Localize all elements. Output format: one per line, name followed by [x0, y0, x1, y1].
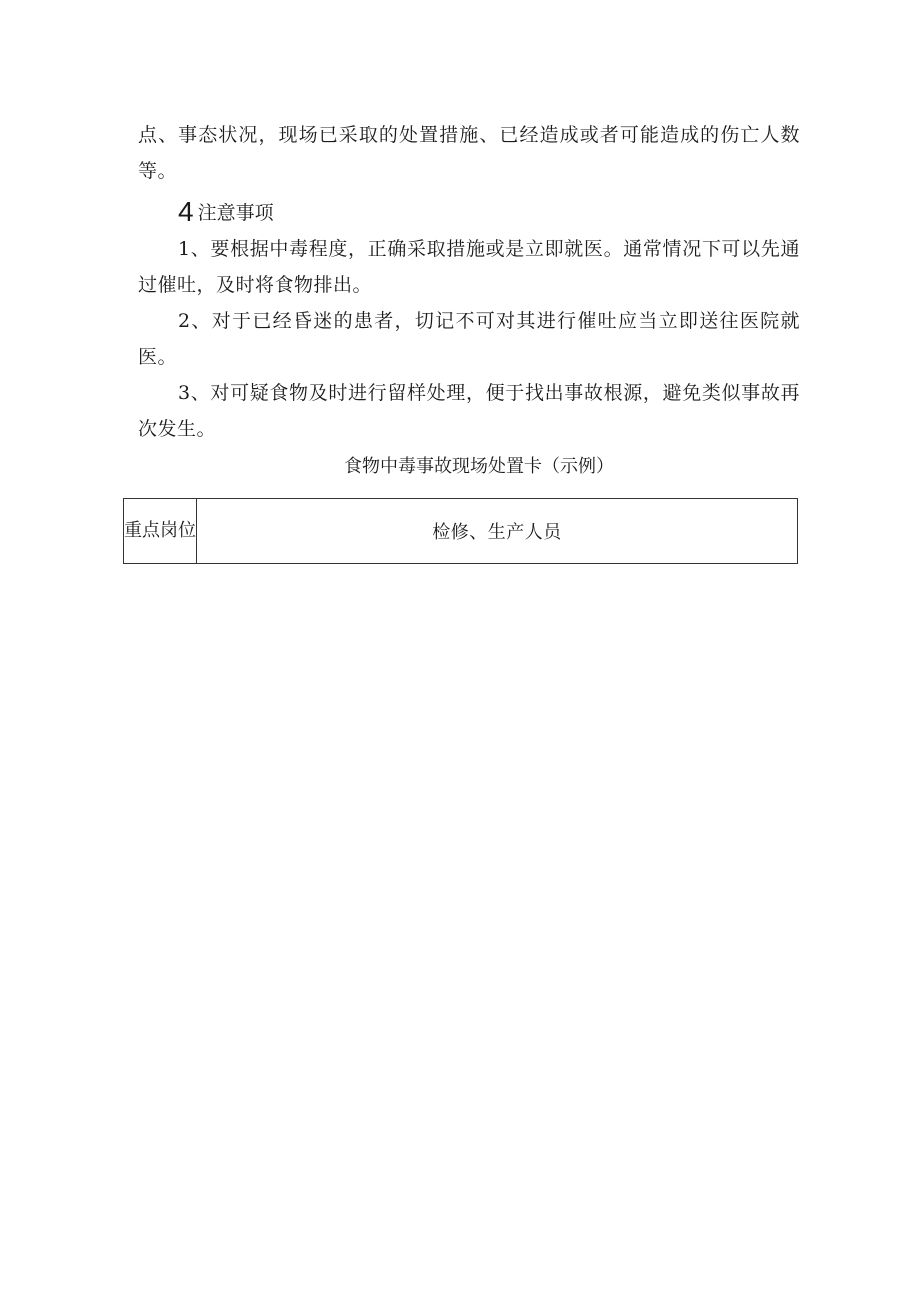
document-body [138, 117, 800, 489]
section-number: 4 [178, 196, 194, 227]
table-row [124, 499, 798, 564]
list-item: 2、对于已经昏迷的患者，切记不可对其进行催吐应当立即送往医院就医。 [138, 310, 800, 368]
continuation-paragraph: 点、事态状况，现场已采取的处置措施、已经造成或者可能造成的伤亡人数等。 [138, 124, 800, 182]
list-item: 3、对可疑食物及时进行留样处理，便于找出事故根源，避免类似事故再次发生。 [138, 382, 800, 440]
row-value: 检修、生产人员 [197, 499, 798, 564]
table-caption: 食物中毒事故现场处置卡（示例） [344, 456, 614, 477]
list-item: 1、要根据中毒程度，正确采取措施或是立即就医。通常情况下可以先通过催吐，及时将食物排出。 [138, 238, 800, 296]
section-heading [138, 193, 800, 231]
row-label: 重点岗位 [124, 499, 197, 564]
section-title: 注意事项 [197, 202, 274, 224]
disposal-card-table [123, 498, 798, 564]
